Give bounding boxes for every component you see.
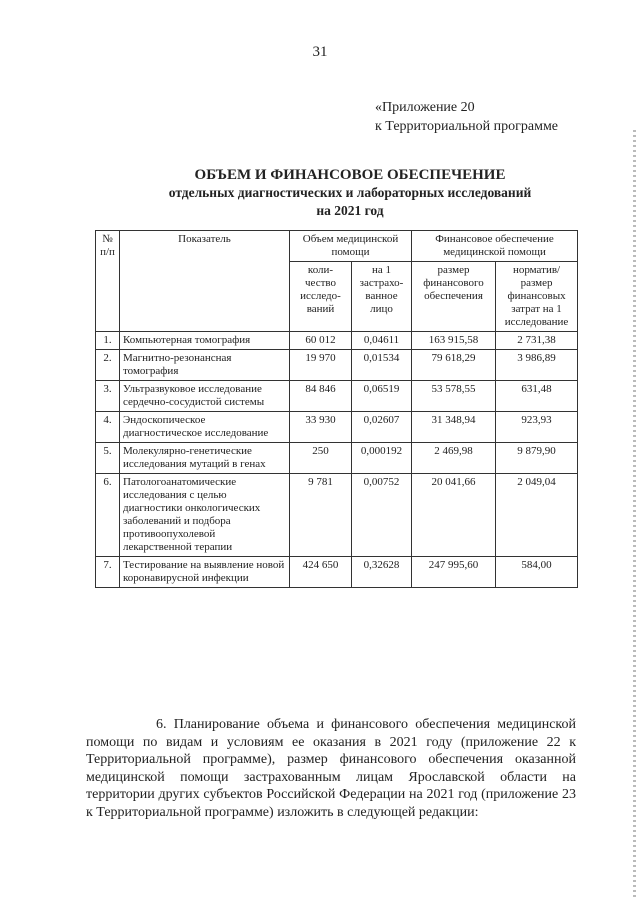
appendix-line-2: к Территориальной программе [375, 119, 559, 134]
row-fin-size: 247 995,60 [412, 557, 496, 588]
row-fin-size: 79 618,29 [412, 350, 496, 381]
title-line-2: отдельных диагностических и лабораторных исследований [168, 185, 532, 200]
row-fin-size: 20 041,66 [412, 474, 496, 557]
table-row [96, 350, 578, 381]
table-row [96, 443, 578, 474]
header-finance: Финансовое обеспечение медицинской помощи [412, 231, 578, 262]
row-count: 250 [290, 443, 352, 474]
row-name: Ультразвуковое исследование сердечно-сосудистой системы [120, 381, 290, 412]
row-fin-size: 2 469,98 [412, 443, 496, 474]
row-num: 7. [96, 557, 120, 588]
row-per-person: 0,06519 [352, 381, 412, 412]
table-header-row [96, 231, 578, 262]
appendix-line-1: «Приложение 20 [375, 100, 475, 115]
row-name: Молекулярно-генетические исследования мутаций в генах [120, 443, 290, 474]
appendix-reference [375, 98, 558, 136]
row-count: 424 650 [290, 557, 352, 588]
table-row [96, 474, 578, 557]
table-row [96, 332, 578, 350]
row-per-person: 0,000192 [352, 443, 412, 474]
row-per-person: 0,02607 [352, 412, 412, 443]
row-per-person: 0,32628 [352, 557, 412, 588]
header-fin-size: размер финансового обеспечения [412, 262, 496, 332]
header-count: коли-чество исследо-ваний [290, 262, 352, 332]
header-indicator: Показатель [120, 231, 290, 332]
page-number: 31 [312, 44, 328, 60]
row-count: 19 970 [290, 350, 352, 381]
row-name: Компьютерная томография [120, 332, 290, 350]
row-num: 6. [96, 474, 120, 557]
row-num: 1. [96, 332, 120, 350]
row-norm: 631,48 [496, 381, 578, 412]
body-paragraph: 6. Планирование объема и финансового обеспечения медицинской помощи по видам и условиям ее оказания в 2021 году (приложение 22 к Территориальной программе), размер финансового обеспечения оказанной медицинской помощи застрахованным лицам Ярославской области на территории других субъектов Российской Федерации на 2021 год (приложение 23 к Территориальной программе) изложить в следующей редакции: [86, 717, 576, 820]
row-norm: 3 986,89 [496, 350, 578, 381]
row-num: 4. [96, 412, 120, 443]
row-name: Эндоскопическое диагностическое исследование [120, 412, 290, 443]
header-volume: Объем медицинской помощи [290, 231, 412, 262]
row-norm: 2 049,04 [496, 474, 578, 557]
table-row [96, 381, 578, 412]
row-fin-size: 31 348,94 [412, 412, 496, 443]
header-num: № п/п [96, 231, 120, 332]
row-count: 60 012 [290, 332, 352, 350]
table-row [96, 412, 578, 443]
header-per-person: на 1 застрахо-ванное лицо [352, 262, 412, 332]
row-name: Магнитно-резонансная томография [120, 350, 290, 381]
row-fin-size: 163 915,58 [412, 332, 496, 350]
data-table [95, 230, 578, 588]
title-line-3: на 2021 год [316, 203, 384, 218]
row-count: 33 930 [290, 412, 352, 443]
scan-edge-artifact [633, 130, 636, 900]
row-num: 3. [96, 381, 120, 412]
row-norm: 2 731,38 [496, 332, 578, 350]
row-norm: 9 879,90 [496, 443, 578, 474]
row-norm: 584,00 [496, 557, 578, 588]
title-line-1: ОБЪЕМ И ФИНАНСОВОЕ ОБЕСПЕЧЕНИЕ [194, 167, 506, 183]
row-per-person: 0,01534 [352, 350, 412, 381]
row-per-person: 0,00752 [352, 474, 412, 557]
row-name: Патологоанатомические исследования с целью диагностики онкологических заболеваний и подбора противоопухолевой лекарственной терапии [120, 474, 290, 557]
row-name: Тестирование на выявление новой коронавирусной инфекции [120, 557, 290, 588]
row-num: 2. [96, 350, 120, 381]
document-title [60, 166, 640, 220]
row-num: 5. [96, 443, 120, 474]
row-norm: 923,93 [496, 412, 578, 443]
header-norm: норматив/ размер финансовых затрат на 1 исследование [496, 262, 578, 332]
row-per-person: 0,04611 [352, 332, 412, 350]
table-row [96, 557, 578, 588]
row-count: 84 846 [290, 381, 352, 412]
row-fin-size: 53 578,55 [412, 381, 496, 412]
row-count: 9 781 [290, 474, 352, 557]
